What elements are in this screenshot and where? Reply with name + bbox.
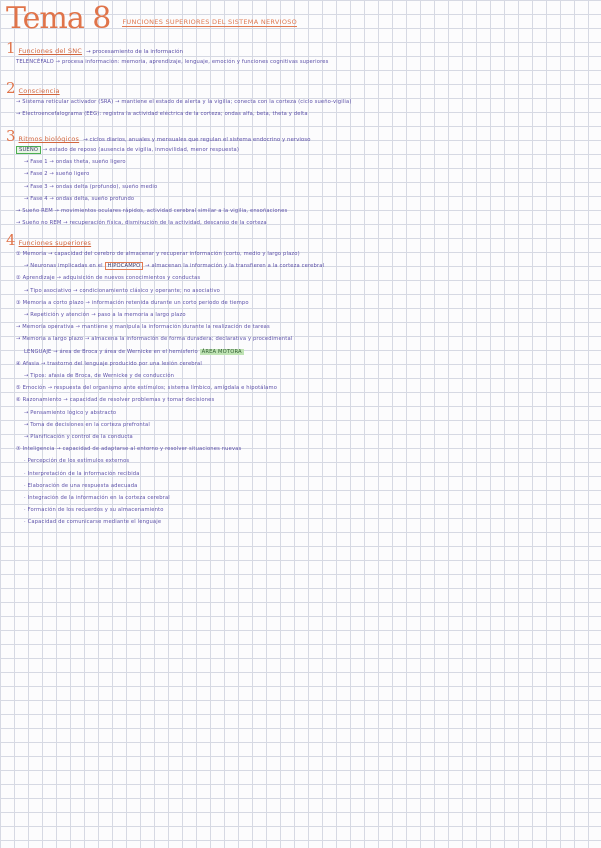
highlighted-term: HIPOCAMPO [105,262,144,270]
note-line: · Percepción de los estímulos externos [24,458,130,465]
note-line: LENGUAJE → área de Broca y área de Wernicke en el hemisferio ÁREA MOTORA [24,348,242,355]
section-3 [6,128,596,229]
note-line: SUEÑO → estado de reposo (ausencia de vigilia, inmovilidad, menor respuesta) [6,144,596,156]
note-line: → Planificación y control de la conducta [24,434,133,441]
note-line: ① Memoria → capacidad del cerebro de almacenar y recuperar información (corto, medio y largo plazo) [16,251,300,257]
note-line: → Sueño REM → movimientos oculares rápidos, actividad cerebral similar a la vigilia, ensoñaciones [16,208,288,215]
title-row [6,2,297,36]
note-line: · Formación de los recuerdos y su almacenamiento [24,507,164,514]
note-line: ⑥ Razonamiento → capacidad de resolver problemas y tomar decisiones [16,397,215,404]
highlighted-term: SUEÑO [16,146,41,154]
section-heading [6,40,596,56]
note-line: → Toma de decisiones en la corteza prefrontal [24,421,150,428]
note-line: → Tipos: afasia de Broca, de Wernicke y de conducción [24,373,175,380]
note-line: ④ Afasia → trastorno del lenguaje producido por una lesión cerebral [16,360,202,367]
section-heading [6,232,596,248]
section-title: Consciencia [18,87,60,95]
section-2 [6,80,596,120]
section-number: 2 [6,79,16,97]
section-title: Funciones superiores [18,239,92,247]
note-line: · Elaboración de una respuesta adecuada [24,482,138,489]
note-line: ⑤ Emoción → respuesta del organismo ante estímulos; sistema límbico, amígdala e hipotálamo [16,385,278,392]
note-line: ② Aprendizaje → adquisición de nuevos conocimientos y conductas [16,275,201,282]
note-line: → Memoria a largo plazo → almacena la información de forma duradera; declarativa y procedimental [16,336,293,343]
note-line: · Interpretación de la información recibida [24,470,140,477]
section-number: 4 [6,231,16,249]
note-line: → Sistema reticular activador (SRA) → mantiene el estado de alerta y la vigilia; conecta con la corteza (ciclo sueño-vigilia) [16,99,352,105]
section-title: Ritmos biológicos [18,135,80,143]
section-intro: → ciclos diarios, anuales y mensuales que regulan el sistema endocrino y nervioso [83,137,311,143]
note-line: → Pensamiento lógico y abstracto [24,409,117,416]
section-4 [6,232,596,529]
note-line: · Capacidad de comunicarse mediante el lenguaje [24,519,162,526]
page-subtitle: FUNCIONES SUPERIORES DEL SISTEMA NERVIOSO [122,18,298,26]
section-number: 3 [6,127,16,145]
note-line: → Sueño no REM → recuperación física, disminución de la actividad, descanso de la corteza [16,220,267,227]
note-line: → Neuronas implicadas en el HIPOCAMPO → almacenan la información y la transfieren a la corteza cerebral [24,263,325,270]
page-title: Tema 8 [6,1,111,36]
note-line: · Integración de la información en la corteza cerebral [24,495,170,502]
highlighted-term: ÁREA MOTORA [201,348,242,355]
note-line: → Fase 1 → ondas theta, sueño ligero [24,159,126,166]
section-number: 1 [6,39,16,57]
section-1 [6,40,596,68]
note-line: → Repetición y atención → paso a la memoria a largo plazo [24,312,186,319]
note-line: TELENCÉFALO → procesa información: memoria, aprendizaje, lenguaje, emoción y funciones cognitivas superiores [16,59,329,65]
note-line: → Tipo asociativo → condicionamiento clásico y operante; no asociativo [24,287,221,294]
note-line: ③ Memoria a corto plazo → información retenida durante un corto periodo de tiempo [16,299,249,306]
note-line: → Fase 4 → ondas delta, sueño profundo [24,195,135,202]
note-line: → Memoria operativa → mantiene y manipula la información durante la realización de tareas [16,324,270,331]
section-intro: → procesamiento de la información [86,49,183,55]
note-line: ⑦ Inteligencia → capacidad de adaptarse al entorno y resolver situaciones nuevas [16,446,242,453]
note-line: → Fase 2 → sueño ligero [24,171,90,178]
note-line: → Fase 3 → ondas delta (profundo), sueño medio [24,183,158,190]
note-line: → Electroencefalograma (EEG): registra la actividad eléctrica de la corteza; ondas alfa, beta, theta y delta [16,111,308,118]
section-heading [6,80,596,96]
section-title: Funciones del SNC [18,47,83,55]
section-heading [6,128,596,144]
